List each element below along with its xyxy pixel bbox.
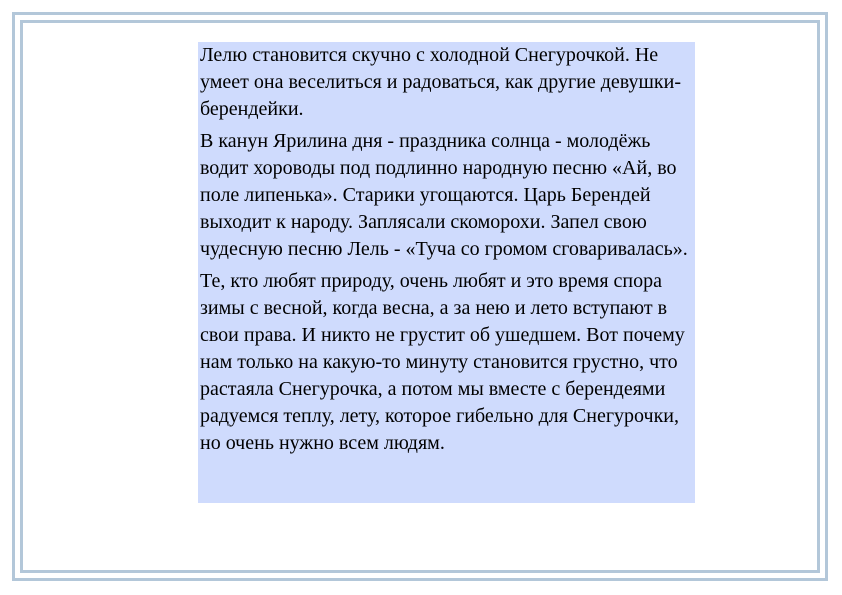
paragraph-3: Те, кто любят природу, очень любят и это время спора зимы с весной, когда весна, а за нею и лето вступают в свои права. И никто не грустит об ушедшем. Вот почему нам только на какую-то минуту становится грустно, что растаяла Снегурочка, а потом мы вместе с берендеями радуемся теплу, лету, которое гибельно для Снегурочки, но очень нужно всем людям. [200, 270, 685, 454]
text-box [198, 42, 695, 503]
paragraph-1: Лелю становится скучно с холодной Снегурочкой. Не умеет она веселиться и радоваться, как другие девушки-берендейки. [200, 44, 682, 120]
paragraph-2: В канун Ярилина дня - праздника солнца - молодёжь водит хороводы под подлинно народную песню «Ай, во поле липенька». Старики угощаются. Царь Берендей выходит к народу. Заплясали скоморохи. Запел свою чудесную песню Лель - «Туча со громом сговаривалась». [200, 130, 688, 260]
